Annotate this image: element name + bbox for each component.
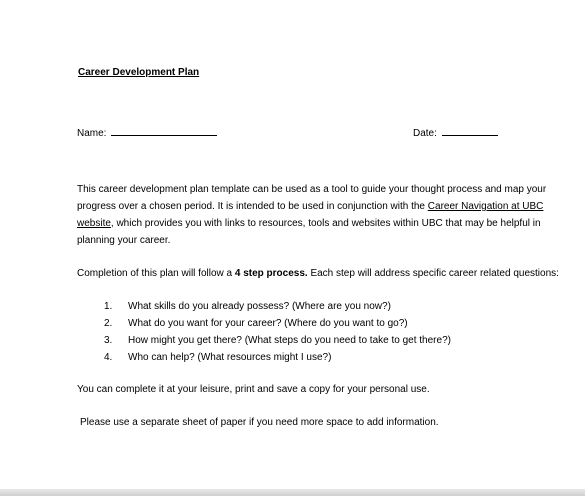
career-navigation-link[interactable]: Career Navigation at UBC xyxy=(427,201,544,212)
intro-line-4: planning your career. xyxy=(77,235,171,246)
list-item xyxy=(104,349,451,366)
list-item xyxy=(104,298,451,315)
completion-text-end: Each step will address specific career related questions: xyxy=(307,268,559,279)
step-text: What do you want for your career? (Where do you want to go?) xyxy=(128,318,408,329)
step-number: 3. xyxy=(104,335,113,346)
date-label: Date: xyxy=(413,128,437,139)
career-navigation-link-website[interactable]: website xyxy=(77,218,111,229)
list-item xyxy=(104,315,451,332)
document-title: Career Development Plan xyxy=(78,67,200,78)
intro-paragraph xyxy=(77,181,547,249)
name-field-row xyxy=(77,126,217,140)
step-text: How might you get there? (What steps do you need to take to get there?) xyxy=(128,335,451,346)
step-number: 1. xyxy=(104,301,113,312)
step-number: 2. xyxy=(104,318,113,329)
date-blank-line xyxy=(442,126,498,136)
name-blank-line xyxy=(111,126,217,136)
intro-line-2-text: progress over a chosen period. It is intended to be used in conjunction with the xyxy=(77,201,428,212)
completion-bold-text: 4 step process. xyxy=(234,268,308,279)
list-item xyxy=(104,332,451,349)
step-text: What skills do you already possess? (Where are you now?) xyxy=(128,301,391,312)
paper-note-paragraph: Please use a separate sheet of paper if you need more space to add information. xyxy=(80,417,439,428)
date-field-row xyxy=(413,126,498,140)
intro-line-3 xyxy=(77,215,541,232)
completion-paragraph xyxy=(77,265,559,282)
intro-line-1: This career development plan template can be used as a tool to guide your thought process and map your xyxy=(77,184,547,195)
intro-line-2 xyxy=(77,198,544,215)
name-label: Name: xyxy=(77,128,107,139)
intro-line-3-text: , which provides you with links to resources, tools and websites within UBC that may be helpful in xyxy=(110,218,541,229)
steps-list xyxy=(104,298,451,366)
step-number: 4. xyxy=(104,352,113,363)
completion-text-start: Completion of this plan will follow a xyxy=(77,268,235,279)
leisure-paragraph: You can complete it at your leisure, print and save a copy for your personal use. xyxy=(77,384,430,395)
step-text: Who can help? (What resources might I use?) xyxy=(128,352,332,363)
page-bottom-edge xyxy=(0,489,585,496)
